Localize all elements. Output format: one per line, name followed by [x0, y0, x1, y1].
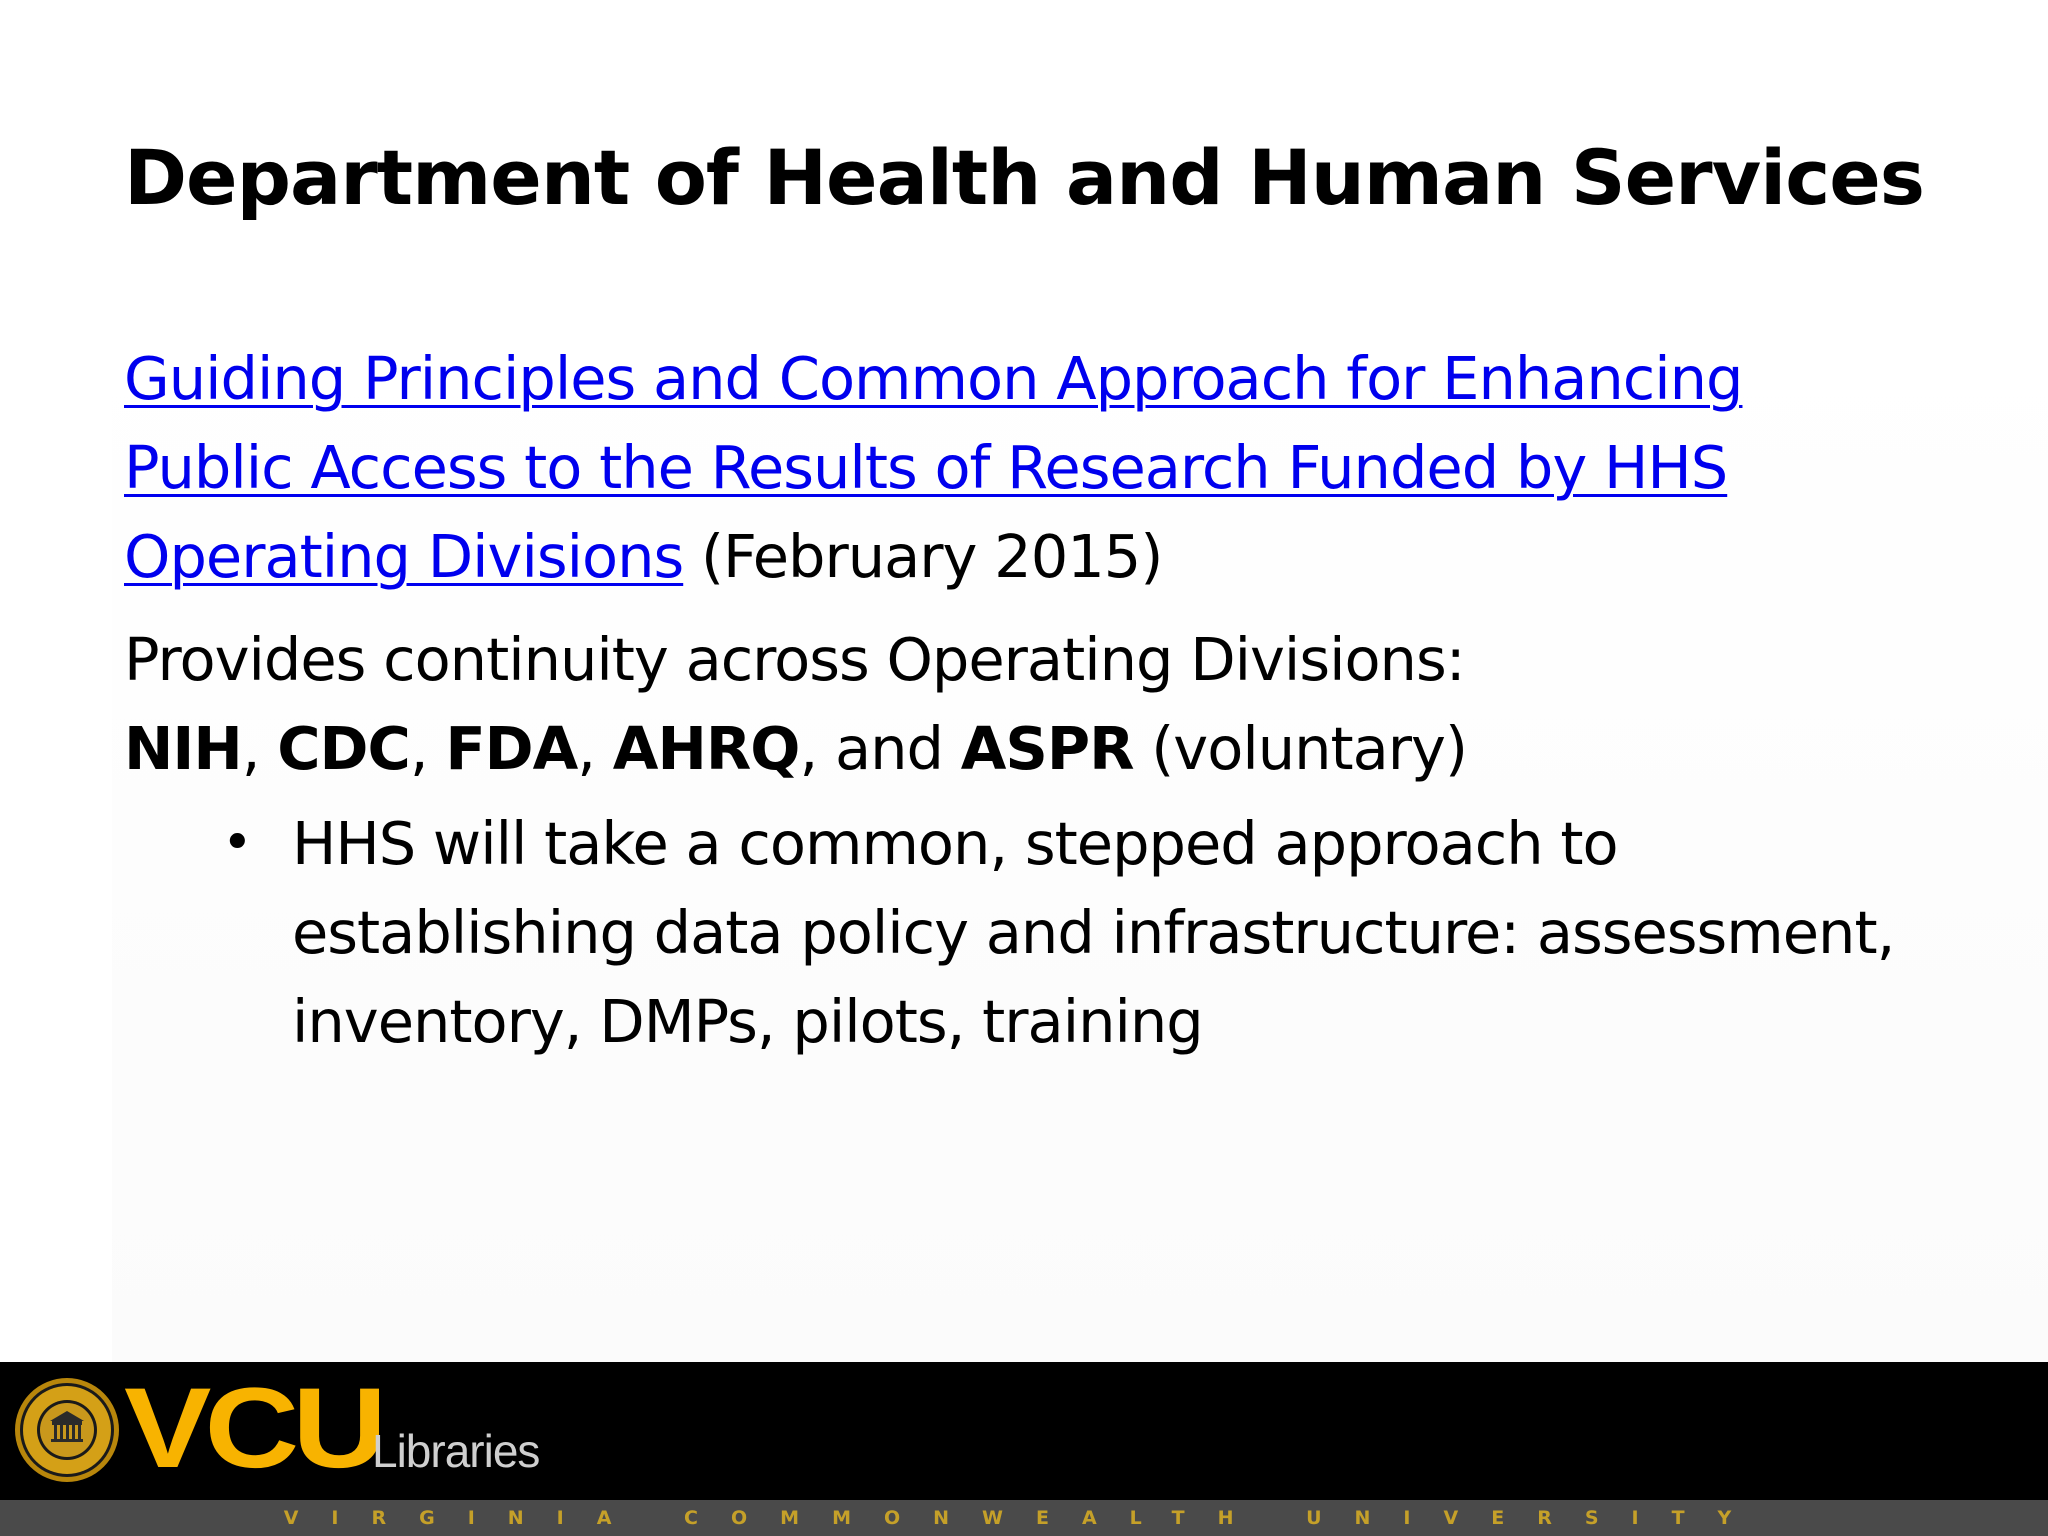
- libraries-label: Libraries: [372, 1425, 540, 1477]
- divisions-separator: ,: [577, 714, 613, 783]
- guiding-principles-link[interactable]: Guiding Principles and Common Approach for Enhancing Public Access to the Results of Research Funded by HHS Operating Divisions: [124, 344, 1743, 591]
- continuity-text: Provides continuity across Operating Divisions:: [124, 625, 1465, 694]
- reference-paragraph: [124, 334, 1924, 601]
- divisions-separator: ,: [409, 714, 446, 783]
- division-ahrq: AHRQ: [612, 714, 800, 783]
- reference-date: (February 2015): [683, 522, 1163, 591]
- division-nih: NIH: [124, 714, 242, 783]
- university-name: VIRGINIA COMMONWEALTH UNIVERSITY: [283, 1507, 1765, 1529]
- divisions-separator: ,: [241, 714, 278, 783]
- division-aspr: ASPR: [960, 714, 1134, 783]
- slide-body: [124, 334, 1924, 1066]
- vcu-logo: VCU: [124, 1365, 381, 1492]
- bullet-item: [222, 799, 1924, 1066]
- divisions-list: [124, 704, 1924, 793]
- bullet-text: HHS will take a common, stepped approach to establishing data policy and infrastructure: assessment, inventory, DMPs, pilots, training: [292, 809, 1895, 1056]
- vcu-seal-icon: [14, 1377, 120, 1483]
- bullet-dot-icon: •: [222, 813, 252, 873]
- divisions-suffix: (voluntary): [1133, 714, 1467, 783]
- divisions-separator: , and: [799, 714, 961, 783]
- slide-title: Department of Health and Human Services: [123, 133, 1925, 222]
- university-strip: [0, 1500, 2048, 1536]
- division-fda: FDA: [445, 714, 578, 783]
- division-cdc: CDC: [277, 714, 410, 783]
